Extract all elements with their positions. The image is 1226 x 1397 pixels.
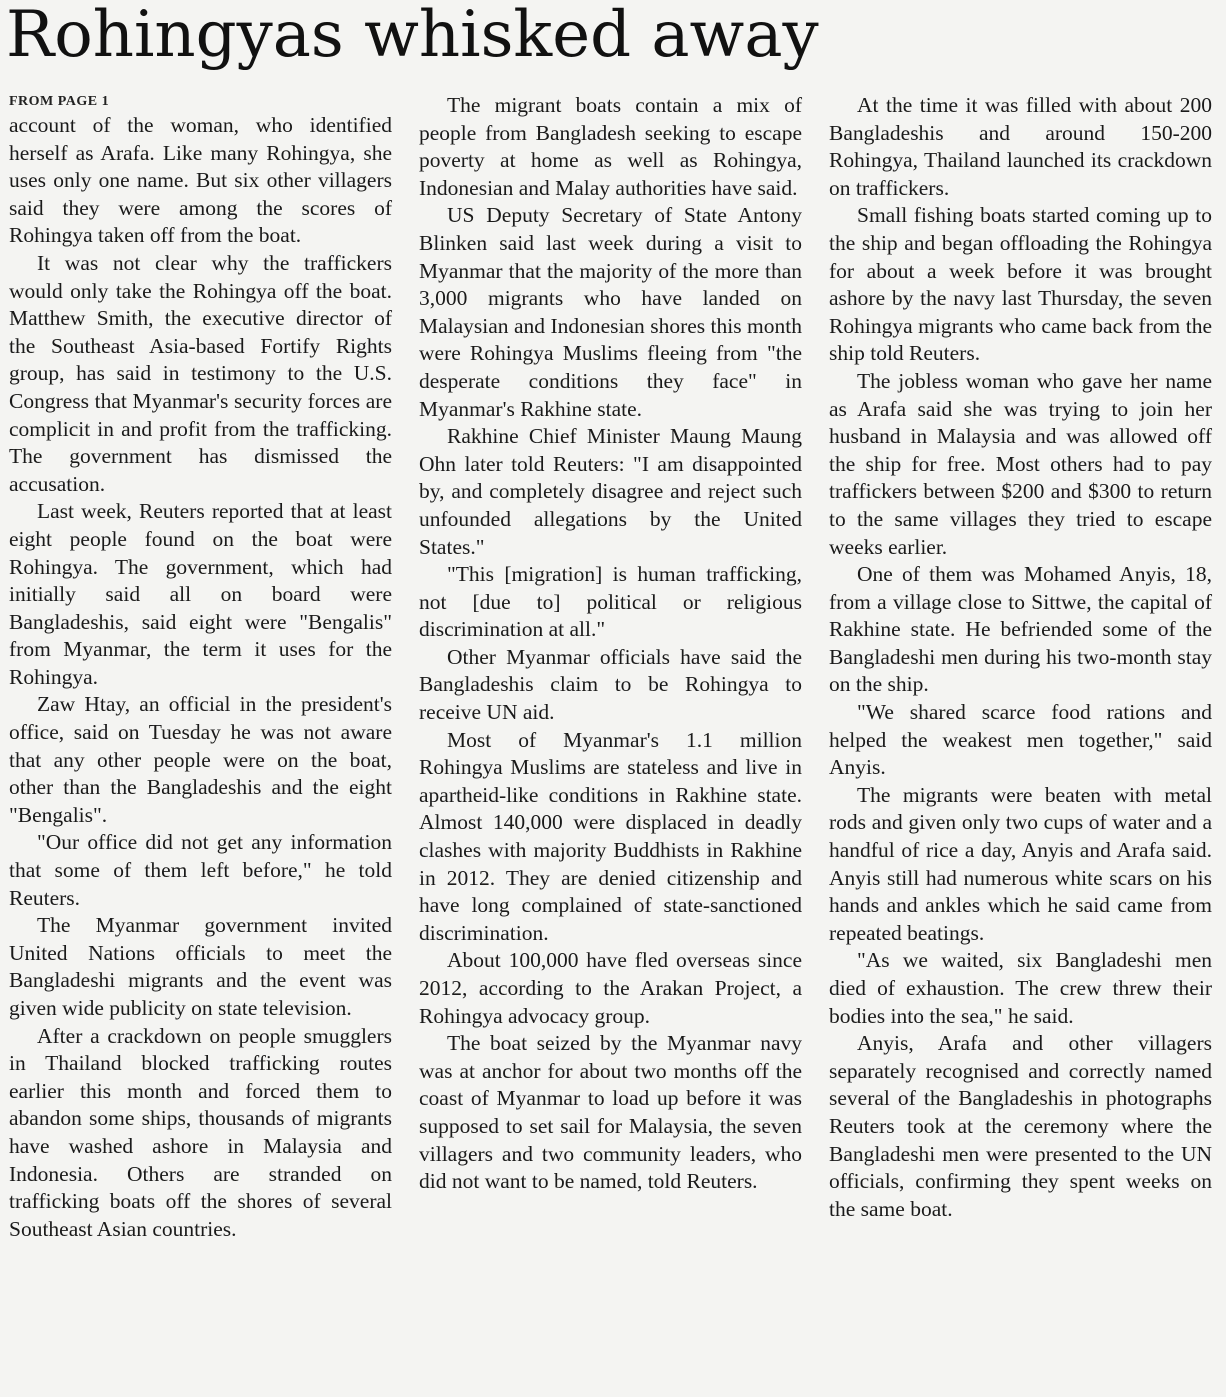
paragraph: One of them was Mohamed Anyis, 18, from a village close to Sittwe, the capital of Rakhine state. He befriended some of the Bangladeshi men during his two-month stay on the ship. bbox=[829, 562, 1212, 697]
paragraph: US Deputy Secretary of State Antony Blinken said last week during a visit to Myanmar that the majority of the more than 3,000 migrants who have landed on Malaysian and Indonesian shores this month were Rohingya Muslims fleeing from "the desperate conditions they face" in Myanmar's Rakhine state. bbox=[419, 203, 802, 421]
paragraph: After a crackdown on people smugglers in Thailand blocked trafficking routes earlier this month and forced them to abandon some ships, thousands of migrants have washed ashore in Malaysia and Indonesia. Others are stranded on trafficking boats off the shores of several Southeast Asian countries. bbox=[9, 1023, 392, 1241]
paragraph: account of the woman, who identified herself as Arafa. Like many Rohingya, she uses only one name. But six other villagers said they were among the scores of Rohingya taken off from the boat. bbox=[9, 113, 392, 248]
paragraph: At the time it was filled with about 200 Bangladeshis and around 150-200 Rohingya, Thailand launched its crackdown on traffickers. bbox=[829, 93, 1212, 200]
paragraph: About 100,000 have fled overseas since 2012, according to the Arakan Project, a Rohingya advocacy group. bbox=[419, 948, 802, 1028]
paragraph: It was not clear why the traffickers would only take the Rohingya off the boat. Matthew Smith, the executive director of the Southeast Asia-based Fortify Rights group, has said in testimony to the U.S. Congress that Myanmar's security forces are complicit in and profit from the trafficking. The government has dismissed the accusation. bbox=[9, 250, 392, 496]
paragraph: The migrants were beaten with metal rods and given only two cups of water and a handful of rice a day, Anyis and Arafa said. Anyis still had numerous white scars on his hands and ankles which he said came from repeated beatings. bbox=[829, 782, 1212, 945]
paragraph: "This [migration] is human trafficking, not [due to] political or religious discrimination at all." bbox=[419, 562, 802, 642]
paragraph: "As we waited, six Bangladeshi men died of exhaustion. The crew threw their bodies into the sea," he said. bbox=[829, 948, 1212, 1028]
paragraph: "We shared scarce food rations and helped the weakest men together," said Anyis. bbox=[829, 700, 1212, 780]
article-column-1 bbox=[9, 92, 392, 1243]
article-column-3 bbox=[829, 92, 1212, 1223]
paragraph: Rakhine Chief Minister Maung Maung Ohn later told Reuters: "I am disappointed by, and completely disagree and reject such unfounded allegations by the United States." bbox=[419, 424, 802, 559]
paragraph: The jobless woman who gave her name as Arafa said she was trying to join her husband in Malaysia and was allowed off the ship for free. Most others had to pay traffickers between $200 and $300 to return to the same villages they tried to escape weeks earlier. bbox=[829, 368, 1212, 559]
paragraph: Small fishing boats started coming up to the ship and began offloading the Rohingya for about a week before it was brought ashore by the navy last Thursday, the seven Rohingya migrants who came back from the ship told Reuters. bbox=[829, 203, 1212, 366]
paragraph: Most of Myanmar's 1.1 million Rohingya Muslims are stateless and live in apartheid-like conditions in Rakhine state. Almost 140,000 were displaced in deadly clashes with majority Buddhists in Rakhine in 2012. They are denied citizenship and have long complained of state-sanctioned discrimination. bbox=[419, 727, 802, 945]
paragraph: The migrant boats contain a mix of people from Bangladesh seeking to escape poverty at home as well as Rohingya, Indonesian and Malay authorities have said. bbox=[419, 93, 802, 200]
paragraph: Zaw Htay, an official in the president's office, said on Tuesday he was not aware that any other people were on the boat, other than the Bangladeshis and the eight "Bengalis". bbox=[9, 692, 392, 827]
paragraph: The Myanmar government invited United Nations officials to meet the Bangladeshi migrants and the event was given wide publicity on state television. bbox=[9, 913, 392, 1020]
article-column-2 bbox=[419, 92, 802, 1196]
paragraph: Anyis, Arafa and other villagers separately recognised and correctly named several of the Bangladeshis in photographs Reuters took at the ceremony where the Bangladeshi men were presented to the UN officials, confirming they spent weeks on the same boat. bbox=[829, 1031, 1212, 1221]
paragraph: Other Myanmar officials have said the Bangladeshis claim to be Rohingya to receive UN aid. bbox=[419, 644, 802, 725]
paragraph: The boat seized by the Myanmar navy was at anchor for about two months off the coast of Myanmar to load up before it was supposed to set sail for Malaysia, the seven villagers and two community leaders, who did not want to be named, told Reuters. bbox=[419, 1031, 802, 1194]
headline: Rohingyas whisked away bbox=[6, 0, 819, 72]
paragraph: "Our office did not get any information that some of them left before," he told Reuters. bbox=[9, 830, 392, 910]
continuation-kicker: FROM PAGE 1 bbox=[9, 94, 110, 109]
paragraph: Last week, Reuters reported that at least eight people found on the boat were Rohingya. The government, which had initially said all on board were Bangladeshis, said eight were "Bengalis" from Myanmar, the term it uses for the Rohingya. bbox=[9, 499, 392, 689]
